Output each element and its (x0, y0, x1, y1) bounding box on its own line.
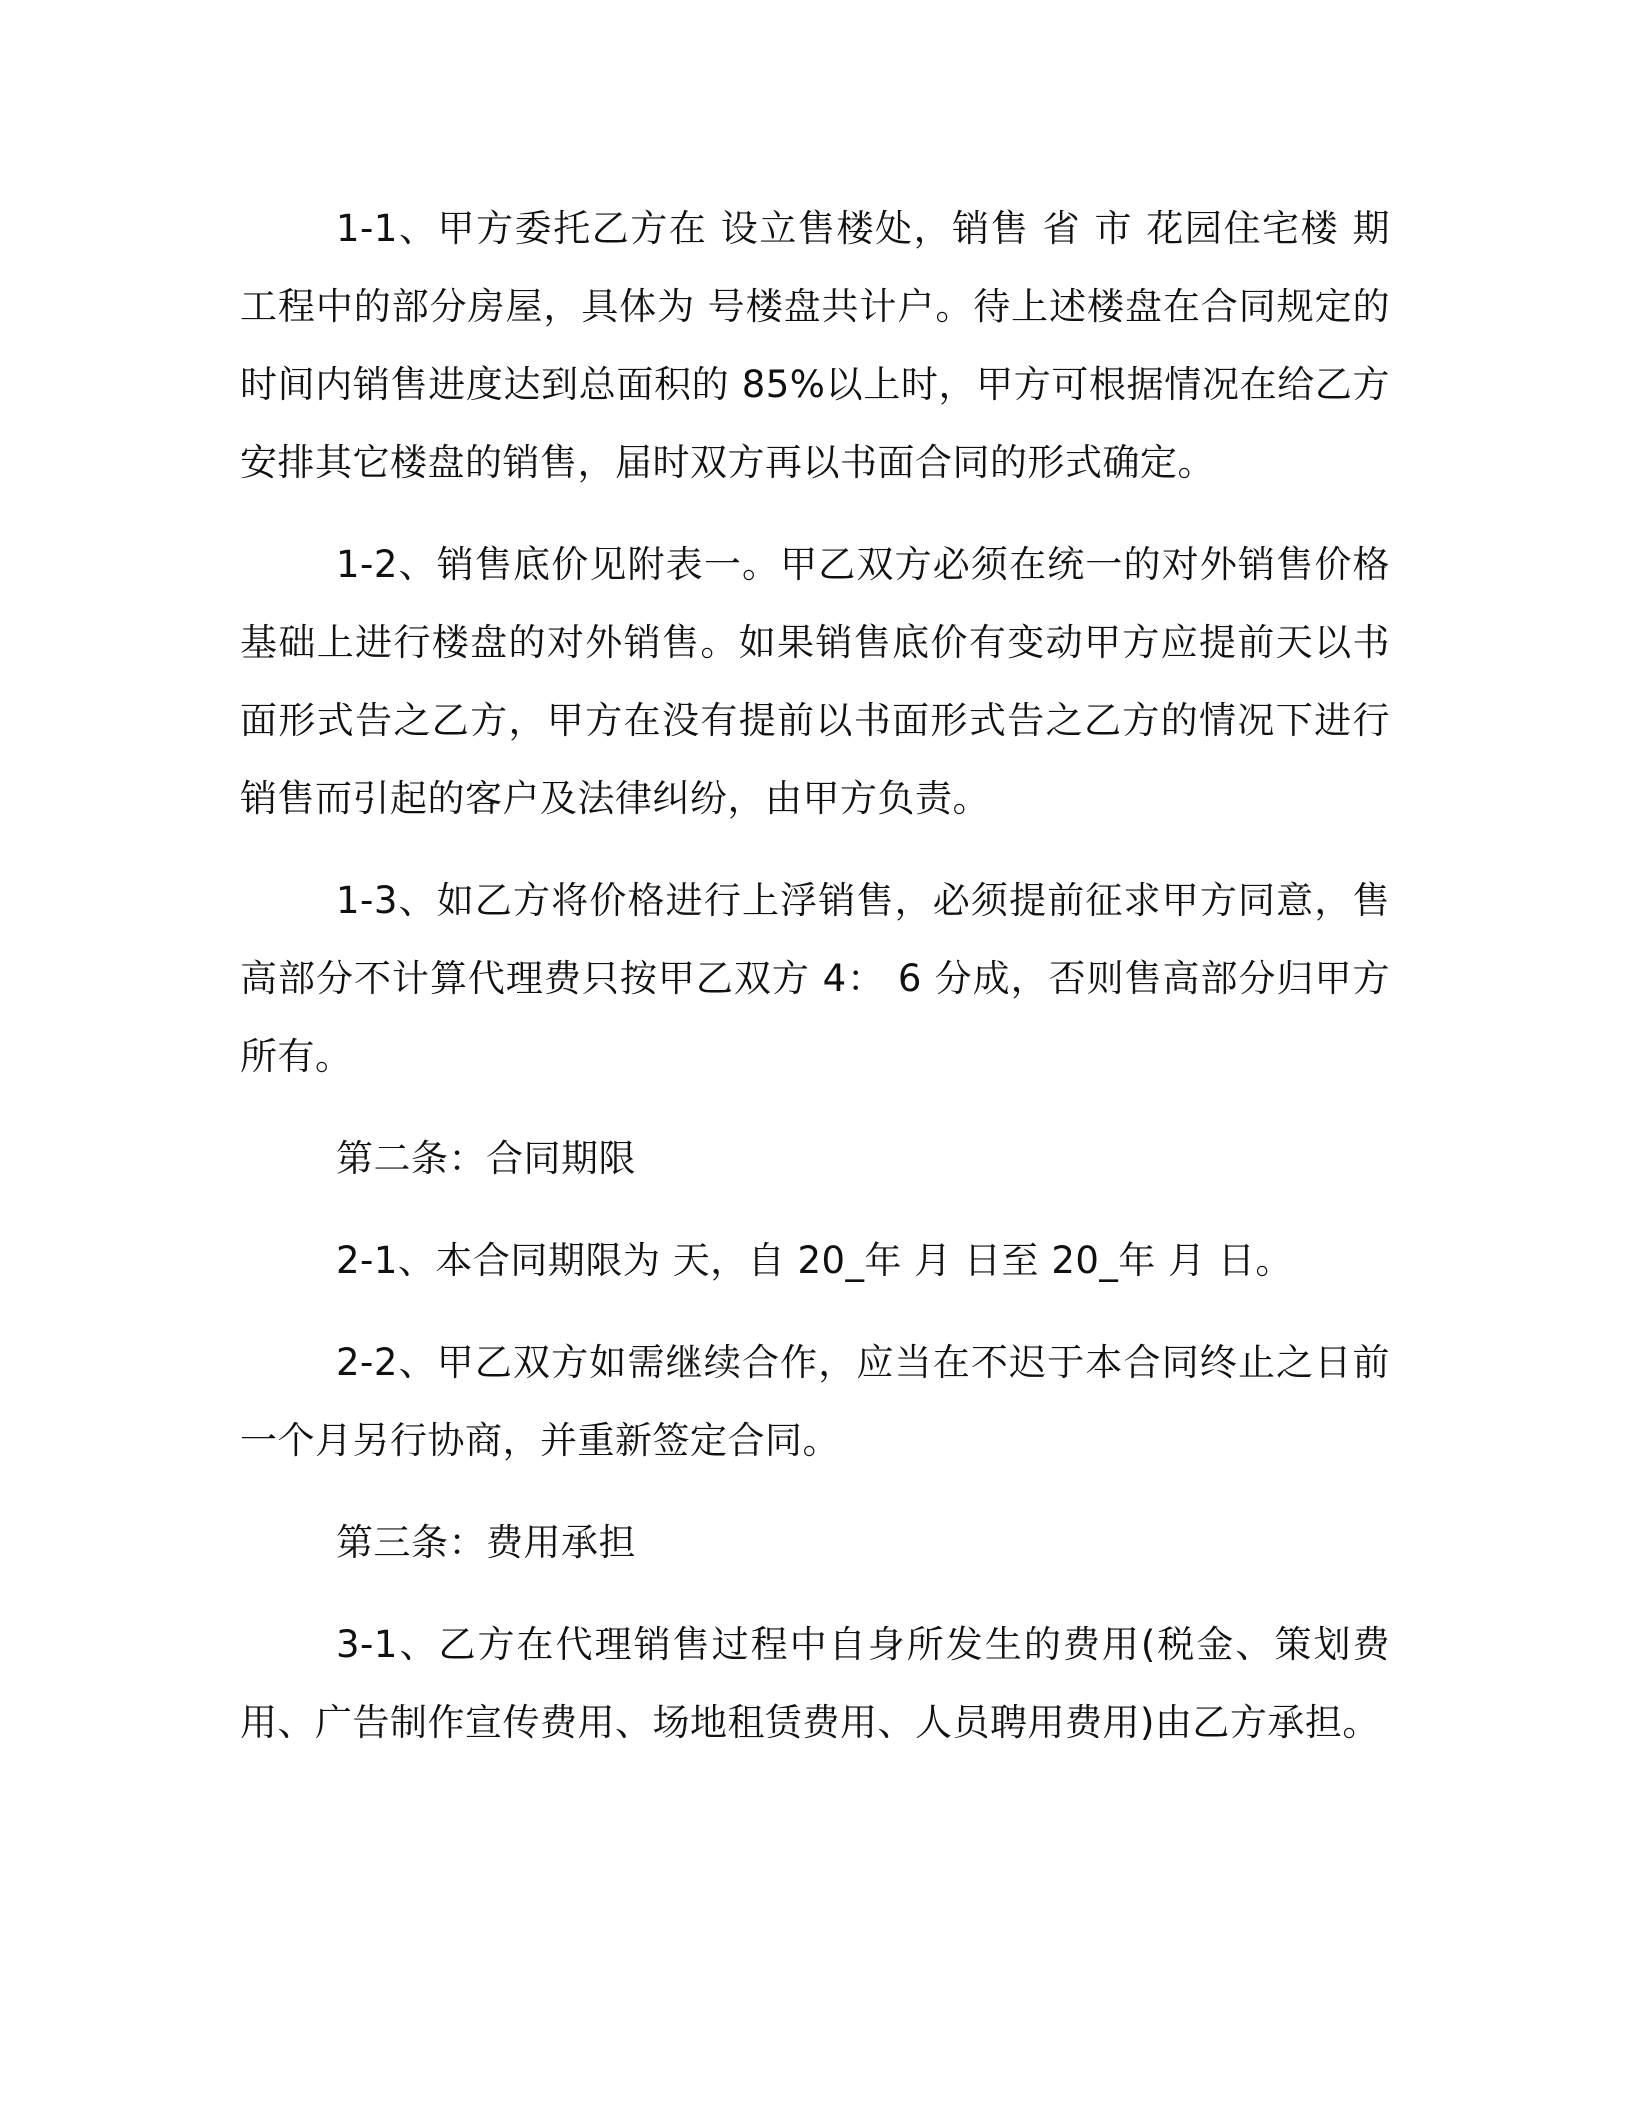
clause-2-1: 2-1、本合同期限为 天，自 20_年 月 日至 20_年 月 日。 (336, 1239, 1293, 1282)
clause-1-3: 1-3、如乙方将价格进行上浮销售，必须提前征求甲方同意，售高部分不计算代理费只按甲乙双方 4： 6 分成，否则售高部分归甲方所有。 (240, 879, 1390, 1078)
document-body (240, 190, 1390, 1786)
article-2-heading: 第二条：合同期限 (336, 1137, 636, 1180)
clause-3-1: 3-1、乙方在代理销售过程中自身所发生的费用(税金、策划费用、广告制作宣传费用、场地租赁费用、人员聘用费用)由乙方承担。 (240, 1623, 1390, 1744)
clause-1-2: 1-2、销售底价见附表一。甲乙双方必须在统一的对外销售价格基础上进行楼盘的对外销售。如果销售底价有变动甲方应提前天以书面形式告之乙方，甲方在没有提前以书面形式告之乙方的情况下进行销售而引起的客户及法律纠纷，由甲方负责。 (240, 543, 1390, 820)
article-3-heading: 第三条：费用承担 (336, 1521, 636, 1564)
clause-1-1: 1-1、甲方委托乙方在 设立售楼处，销售 省 市 花园住宅楼 期工程中的部分房屋，具体为 号楼盘共计户。待上述楼盘在合同规定的时间内销售进度达到总面积的 85%以上时，甲方可根据情况在给乙方安排其它楼盘的销售，届时双方再以书面合同的形式确定。 (240, 207, 1390, 484)
clause-2-2: 2-2、甲乙双方如需继续合作，应当在不迟于本合同终止之日前一个月另行协商，并重新签定合同。 (240, 1341, 1390, 1462)
